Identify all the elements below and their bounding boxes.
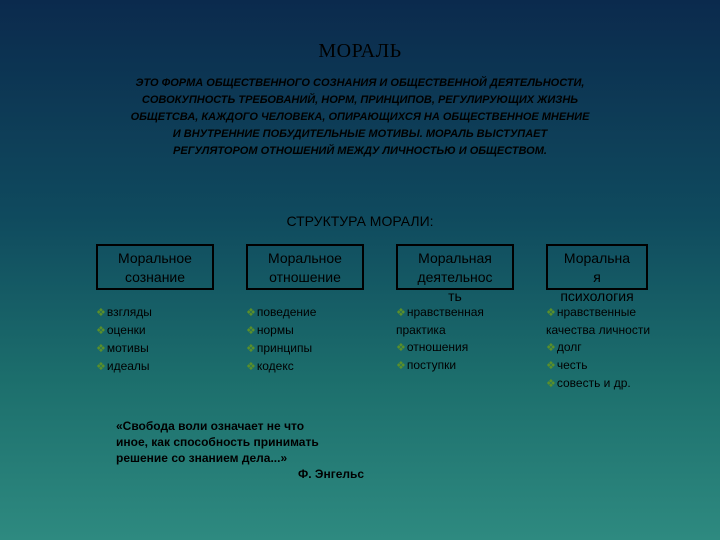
list-item-text: честь [556, 358, 588, 372]
list-item-text: принципы [256, 341, 313, 355]
header-line: Моральное [268, 250, 342, 266]
checkmark-diamond-icon: ❖ [246, 343, 256, 355]
checkmark-diamond-icon: ❖ [96, 343, 106, 355]
header-line: деятельнос [417, 269, 493, 285]
list-item-text: долг [556, 340, 582, 354]
list-moral-consciousness [96, 304, 152, 376]
header-box-moral-activity [396, 244, 514, 304]
list-item-text: идеалы [106, 359, 150, 373]
checkmark-diamond-icon: ❖ [246, 325, 256, 337]
definition-line: ОБЩЕТСВА, КАЖДОГО ЧЕЛОВЕКА, ОПИРАЮЩИХСЯ НА ОБЩЕСТВЕННОЕ МНЕНИЕ [130, 111, 590, 123]
checkmark-diamond-icon: ❖ [546, 307, 556, 319]
checkmark-diamond-icon: ❖ [546, 342, 556, 354]
checkmark-diamond-icon: ❖ [546, 360, 556, 372]
list-item [546, 339, 666, 357]
list-item [246, 358, 316, 376]
quote-line: решение со знанием дела...» [116, 451, 288, 465]
header-line: психология [560, 288, 634, 304]
list-item [546, 304, 666, 339]
checkmark-diamond-icon: ❖ [396, 360, 406, 372]
list-item [546, 357, 666, 375]
list-item [96, 322, 152, 340]
list-moral-psychology [546, 304, 666, 393]
list-item-text: кодекс [256, 359, 294, 373]
header-line: ть [448, 288, 462, 304]
header-box-moral-consciousness [96, 244, 214, 290]
list-item-text: поступки [406, 358, 457, 372]
header-line: Моральная [418, 250, 492, 266]
list-moral-activity [396, 304, 516, 375]
list-item [396, 357, 516, 375]
header-box-moral-psychology [546, 244, 648, 304]
checkmark-diamond-icon: ❖ [546, 378, 556, 390]
checkmark-diamond-icon: ❖ [96, 325, 106, 337]
list-item-text: нравственная практика [396, 305, 484, 337]
checkmark-diamond-icon: ❖ [96, 307, 106, 319]
header-line: отношение [269, 269, 341, 285]
list-item-text: нравственные качества личности [546, 305, 651, 337]
list-item [96, 358, 152, 376]
header-box-moral-relation [246, 244, 364, 290]
page-title: МОРАЛЬ [318, 40, 402, 62]
list-item-text: взгляды [106, 305, 152, 319]
checkmark-diamond-icon: ❖ [246, 307, 256, 319]
list-item [246, 304, 316, 322]
list-item [96, 340, 152, 358]
list-item-text: отношения [406, 340, 469, 354]
header-line: сознание [124, 269, 186, 285]
list-item [96, 304, 152, 322]
definition-line: СОВОКУПНОСТЬ ТРЕБОВАНИЙ, НОРМ, ПРИНЦИПОВ, РЕГУЛИРУЮЩИХ ЖИЗНЬ [141, 94, 579, 106]
quote-author: Ф. Энгельс [298, 467, 365, 481]
list-moral-relation [246, 304, 316, 376]
definition-line: И ВНУТРЕННИЕ ПОБУДИТЕЛЬНЫЕ МОТИВЫ. МОРАЛЬ ВЫСТУПАЕТ [172, 128, 548, 140]
list-item-text: нормы [256, 323, 294, 337]
checkmark-diamond-icon: ❖ [396, 307, 406, 319]
list-item [546, 375, 666, 393]
header-line: я [593, 269, 601, 285]
header-line: Моральное [118, 250, 192, 266]
definition-line: ЭТО ФОРМА ОБЩЕСТВЕННОГО СОЗНАНИЯ И ОБЩЕСТВЕННОЙ ДЕЯТЕЛЬНОСТИ, [135, 77, 585, 89]
checkmark-diamond-icon: ❖ [396, 342, 406, 354]
list-item [396, 304, 516, 339]
engels-quote [116, 418, 386, 482]
definition-text [80, 75, 640, 160]
definition-line: РЕГУЛЯТОРОМ ОТНОШЕНИЙ МЕЖДУ ЛИЧНОСТЬЮ И ОБЩЕСТВОМ. [173, 145, 547, 157]
structure-subtitle: СТРУКТУРА МОРАЛИ: [286, 213, 434, 229]
header-line: Моральна [563, 250, 631, 266]
list-item [246, 322, 316, 340]
list-item [396, 339, 516, 357]
list-item [246, 340, 316, 358]
quote-line: «Свобода воли означает не что [116, 419, 305, 433]
checkmark-diamond-icon: ❖ [96, 361, 106, 373]
list-item-text: поведение [256, 305, 317, 319]
quote-line: иное, как способность принимать [116, 435, 319, 449]
list-item-text: оценки [106, 323, 146, 337]
list-item-text: мотивы [106, 341, 149, 355]
list-item-text: совесть и др. [556, 376, 631, 390]
checkmark-diamond-icon: ❖ [246, 361, 256, 373]
